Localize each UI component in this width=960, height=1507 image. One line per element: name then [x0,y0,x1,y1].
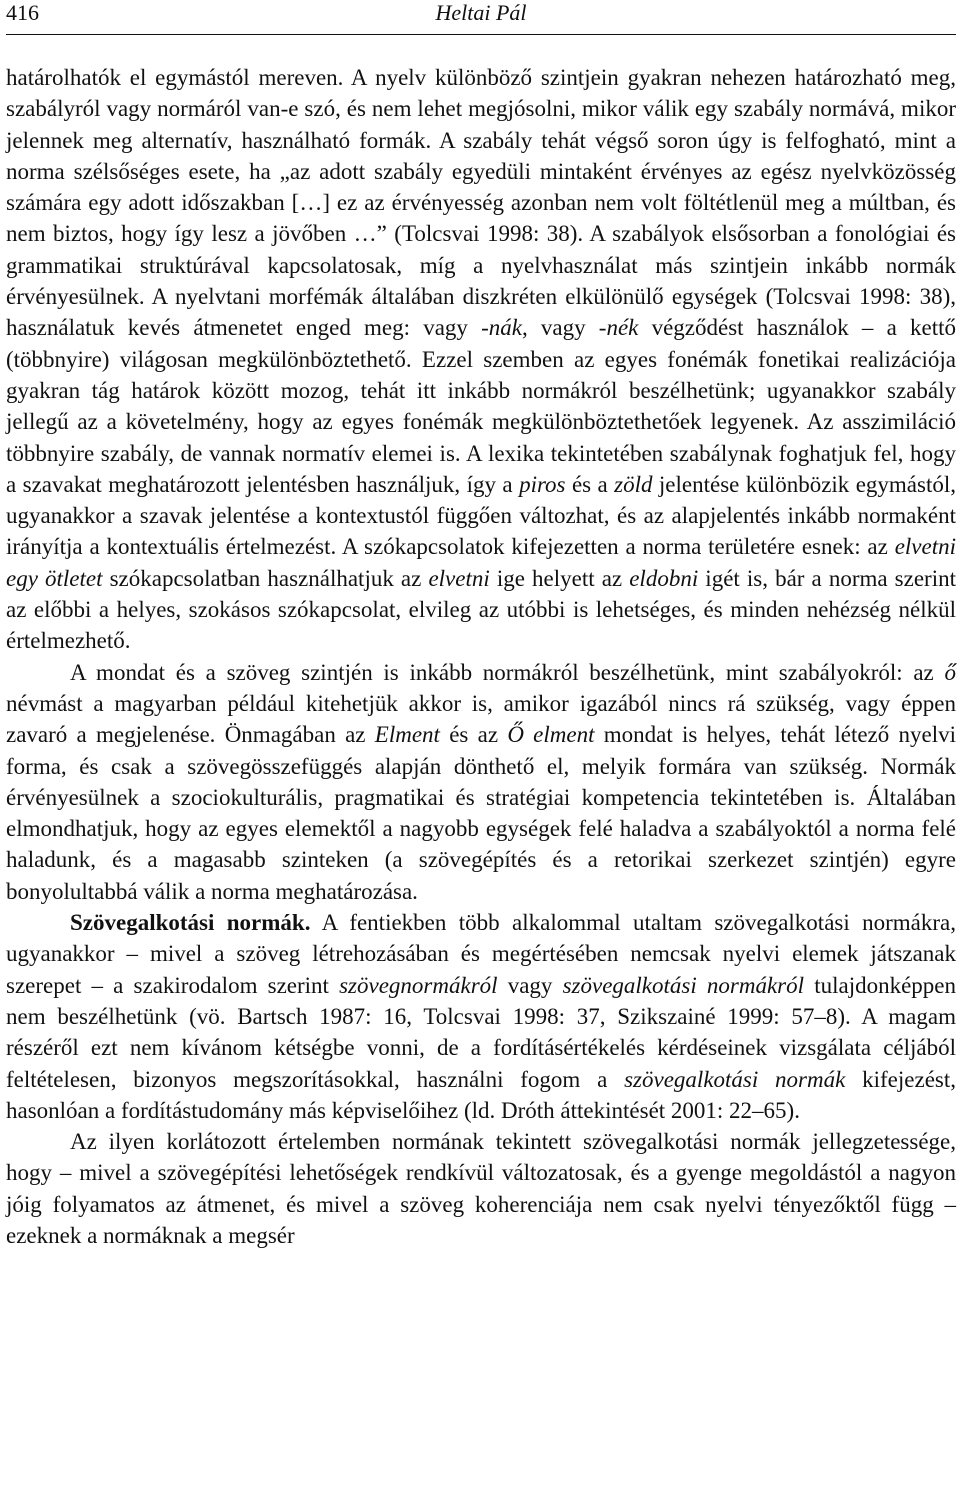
running-head [6,0,956,35]
text-run: végződést használok – a kettő (többnyire) világosan megkülönböztethető. Ezzel szemben az egyes fonémák fonetikai realizációja gyakran tág határok között mozog, tehát itt inkább normákról beszélhetünk; ugyanakkor szabály jellegű az a követelmény, hogy az egyes fonémák megkülönböztethetőek legyenek. Az asszimiláció többnyire szabály, de vannak normatív elemei is. A lexika tekintetében szabálynak foghatjuk fel, hogy a szavakat meghatározott jelentésben használjuk, így a [6,315,956,497]
paragraph [6,1126,956,1251]
text-run: , vagy - [521,315,607,341]
italic-term: szövegnormákról [339,972,498,998]
body-text [6,62,956,1251]
text-run: Az ilyen korlátozott értelemben normának tekintett szövegalkotási normák jellegzetessége, hogy – mivel a szövegépítési lehetőségek rendkívül változatosak, és a gyenge megoldástól a nagyon jóig folyamatos az átmenet, és mivel a szöveg koherenciája nem csak nyelvi tényezőktől függ – ezeknek a normáknak a megsér [6,1129,956,1248]
italic-term: piros [519,471,566,497]
italic-term: ő [944,659,956,685]
text-run: vagy [497,972,563,998]
italic-term: elvetni egy ötletet [6,534,956,591]
italic-term: Elment [374,722,440,748]
paragraph [6,62,956,657]
text-run: jelentése különbözik egymástól, ugyanakkor a szavak jelentése a kontextustól függően változhat, és az alapjelentés inkább normaként irányítja a kontextuális értelmezést. A szókapcsolatok kifejezetten a norma területére esnek: az [6,471,956,560]
text-run: igét is, bár a norma szerint az előbbi a helyes, szokásos szókapcsolat, elvileg az utóbbi is lehetséges, és minden nehézség nélkül értelmezhető. [6,565,956,654]
paragraph [6,907,956,1126]
text-run: A mondat és a szöveg szintjén is inkább normákról beszélhetünk, mint szabályokról: az [70,659,945,685]
text-run: névmást a magyarban például kitehetjük akkor is, amikor igazából nincs rá szükség, vagy éppen zavaró a megjelenése. Önmagában az [6,690,956,748]
text-run: szókapcsolatban használhatjuk az [102,565,429,591]
italic-term: szövegalkotási normákról [562,972,805,998]
text-run: és a [565,471,615,497]
text-run: és az [439,722,508,748]
text-run: tulajdonképpen nem beszélhetünk (vö. Bartsch 1987: 16, Tolcsvai 1998: 37, Szikszainé 1999: 57–8). A magam részéről ezt nem kívánom kétségbe vonni, de a fordításértékelés kérdéseinek vizsgálata céljából feltételesen, bizonyos megszorításokkal, használni fogom a [6,972,956,1092]
bold-run-in-heading: Szövegalkotási normák. [70,910,311,936]
page-number: 416 [6,0,39,25]
italic-term: eldobni [629,565,699,591]
paragraph [6,657,956,907]
text-run: kifejezést, hasonlóan a fordítástudomány más képviselőihez (ld. Dróth áttekintését 2001: 22–65). [6,1066,956,1123]
text-run: A fentiekben több alkalommal utaltam szövegalkotási normákra, ugyanakkor – mivel a szöveg létrehozásában és megértésében nemcsak nyelvi elemek játszanak szerepet – a szakirodalom szerint [6,910,956,998]
text-run: ige helyett az [489,565,630,591]
italic-term: szövegalkotási normák [624,1066,846,1092]
running-head-author: Heltai Pál [435,0,527,25]
italic-term: zöld [614,471,653,497]
italic-term: nék [606,315,639,341]
italic-term: nák [488,315,522,341]
italic-term: elvetni [428,565,490,591]
text-run: határolhatók el egymástól mereven. A nyelv különböző szintjein gyakran nehezen határozható meg, szabályról vagy normáról van-e szó, és nem lehet megjósolni, mikor válik egy szabály normává, mikor jelennek meg alternatív, használható formák. A szabály tehát végső soron úgy is felfogható, mint a norma szélsőséges esete, ha „az adott szabály egyedüli mintaként érvényes az egész nyelvközösség számára egy adott időszakban […] ez az érvényesség azonban nem volt föltétlenül meg a múltban, és nem biztos, hogy így lesz a jövőben …” (Tolcsvai 1998: 38). A szabályok elsősorban a fonológiai és grammatikai struktúrával kapcsolatosak, míg a nyelvhasználat más szintjein inkább normák érvényesülnek. A nyelvtani morfémák általában diszkréten elkülönülő egységek (Tolcsvai 1998: 38), használatuk kevés átmenetet enged meg: vagy - [6,65,956,341]
italic-term: Ő elment [507,722,595,748]
text-run: mondat is helyes, tehát létező nyelvi forma, és csak a szövegösszefüggés alapján dönthető el, melyik formára van szükség. Normák érvényesülnek a szociokulturális, pragmatikai és stratégiai kompetencia tekintetében is. Általában elmondhatjuk, hogy az egyes elemektől a nagyobb egységek felé haladva a szabályoktól a norma felé haladunk, és a magasabb szinteken (a szövegépítés és a retorikai szerkezet szintjén) egyre bonyolultabbá válik a norma meghatározása. [6,722,957,904]
